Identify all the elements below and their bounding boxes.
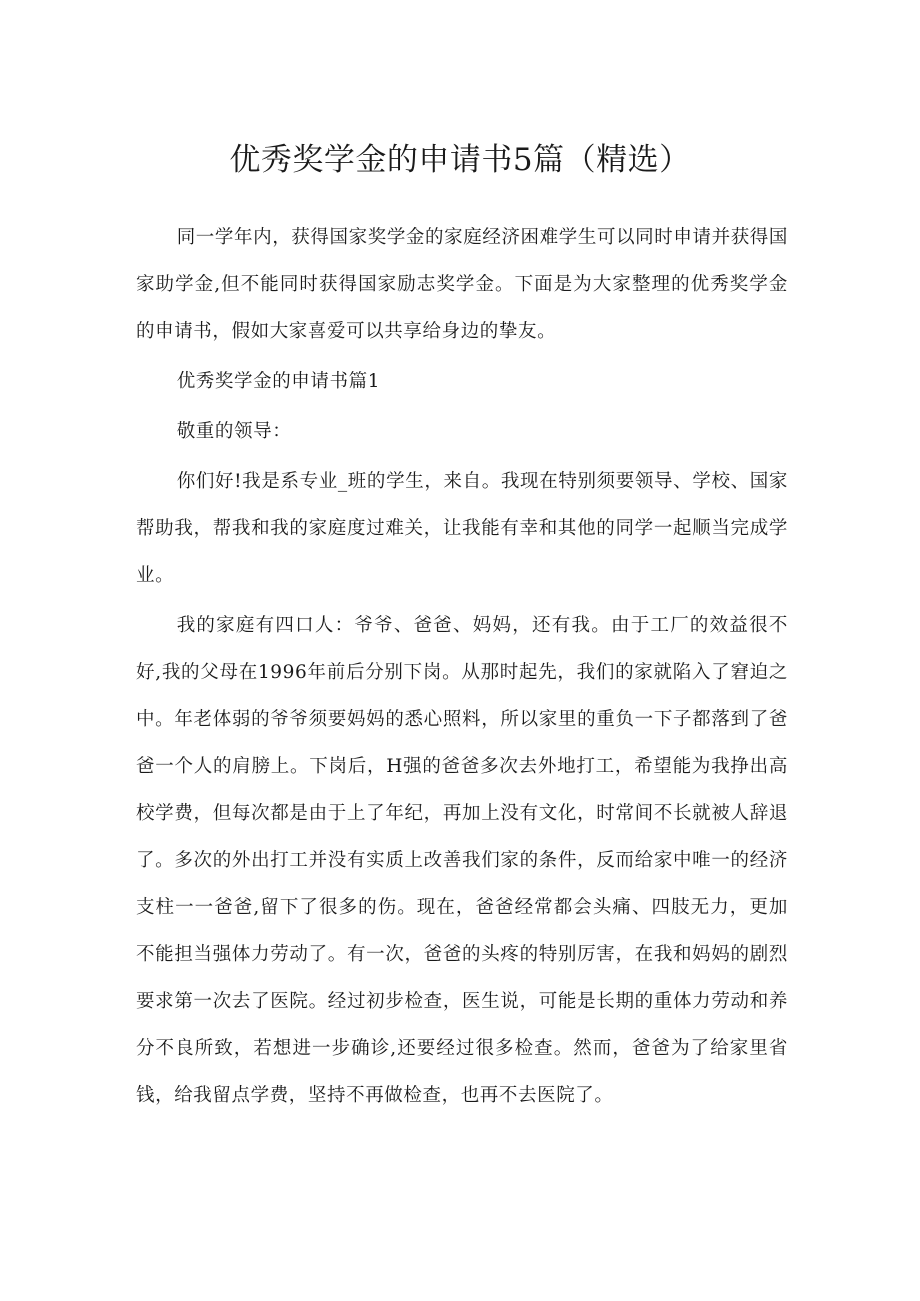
document-title: 优秀奖学金的申请书5篇（精选） xyxy=(229,142,691,178)
document-body xyxy=(136,214,788,1122)
salutation: 敬重的领导： xyxy=(176,421,292,442)
greeting-paragraph: 你们好!我是系专业_班的学生，来自。我现在特别须要领导、学校、国家帮助我，帮我和我的家庭度过难关，让我能有幸和其他的同学一起顺当完成学业。 xyxy=(136,471,788,586)
intro-paragraph: 同一学年内，获得国家奖学金的家庭经济困难学生可以同时申请并获得国家助学金,但不能同时获得国家励志奖学金。下面是为大家整理的优秀奖学金的申请书，假如大家喜爱可以共享给身边的挚友。 xyxy=(136,227,788,342)
family-paragraph: 我的家庭有四口人：爷爷、爸爸、妈妈，还有我。由于工厂的效益很不好,我的父母在1996年前后分别下岗。从那时起先，我们的家就陷入了窘迫之中。年老体弱的爷爷须要妈妈的悉心照料，所以家里的重负一下子都落到了爸爸一个人的肩膀上。下岗后，H强的爸爸多次去外地打工，希望能为我挣出高校学费，但每次都是由于上了年纪，再加上没有文化，时常间不长就被人辞退了。多次的外出打工并没有实质上改善我们家的条件，反而给家中唯一的经济支柱一一爸爸,留下了很多的伤。现在，爸爸经常都会头痛、四肢无力，更加不能担当强体力劳动了。有一次，爸爸的头疼的特别厉害，在我和妈妈的剧烈要求第一次去了医院。经过初步检查，医生说，可能是长期的重体力劳动和养分不良所致，若想进一步确诊,还要经过很多检查。然而，爸爸为了给家里省钱，给我留点学费，坚持不再做检查，也再不去医院了。 xyxy=(136,615,788,1106)
section-heading: 优秀奖学金的申请书篇1 xyxy=(176,371,381,392)
